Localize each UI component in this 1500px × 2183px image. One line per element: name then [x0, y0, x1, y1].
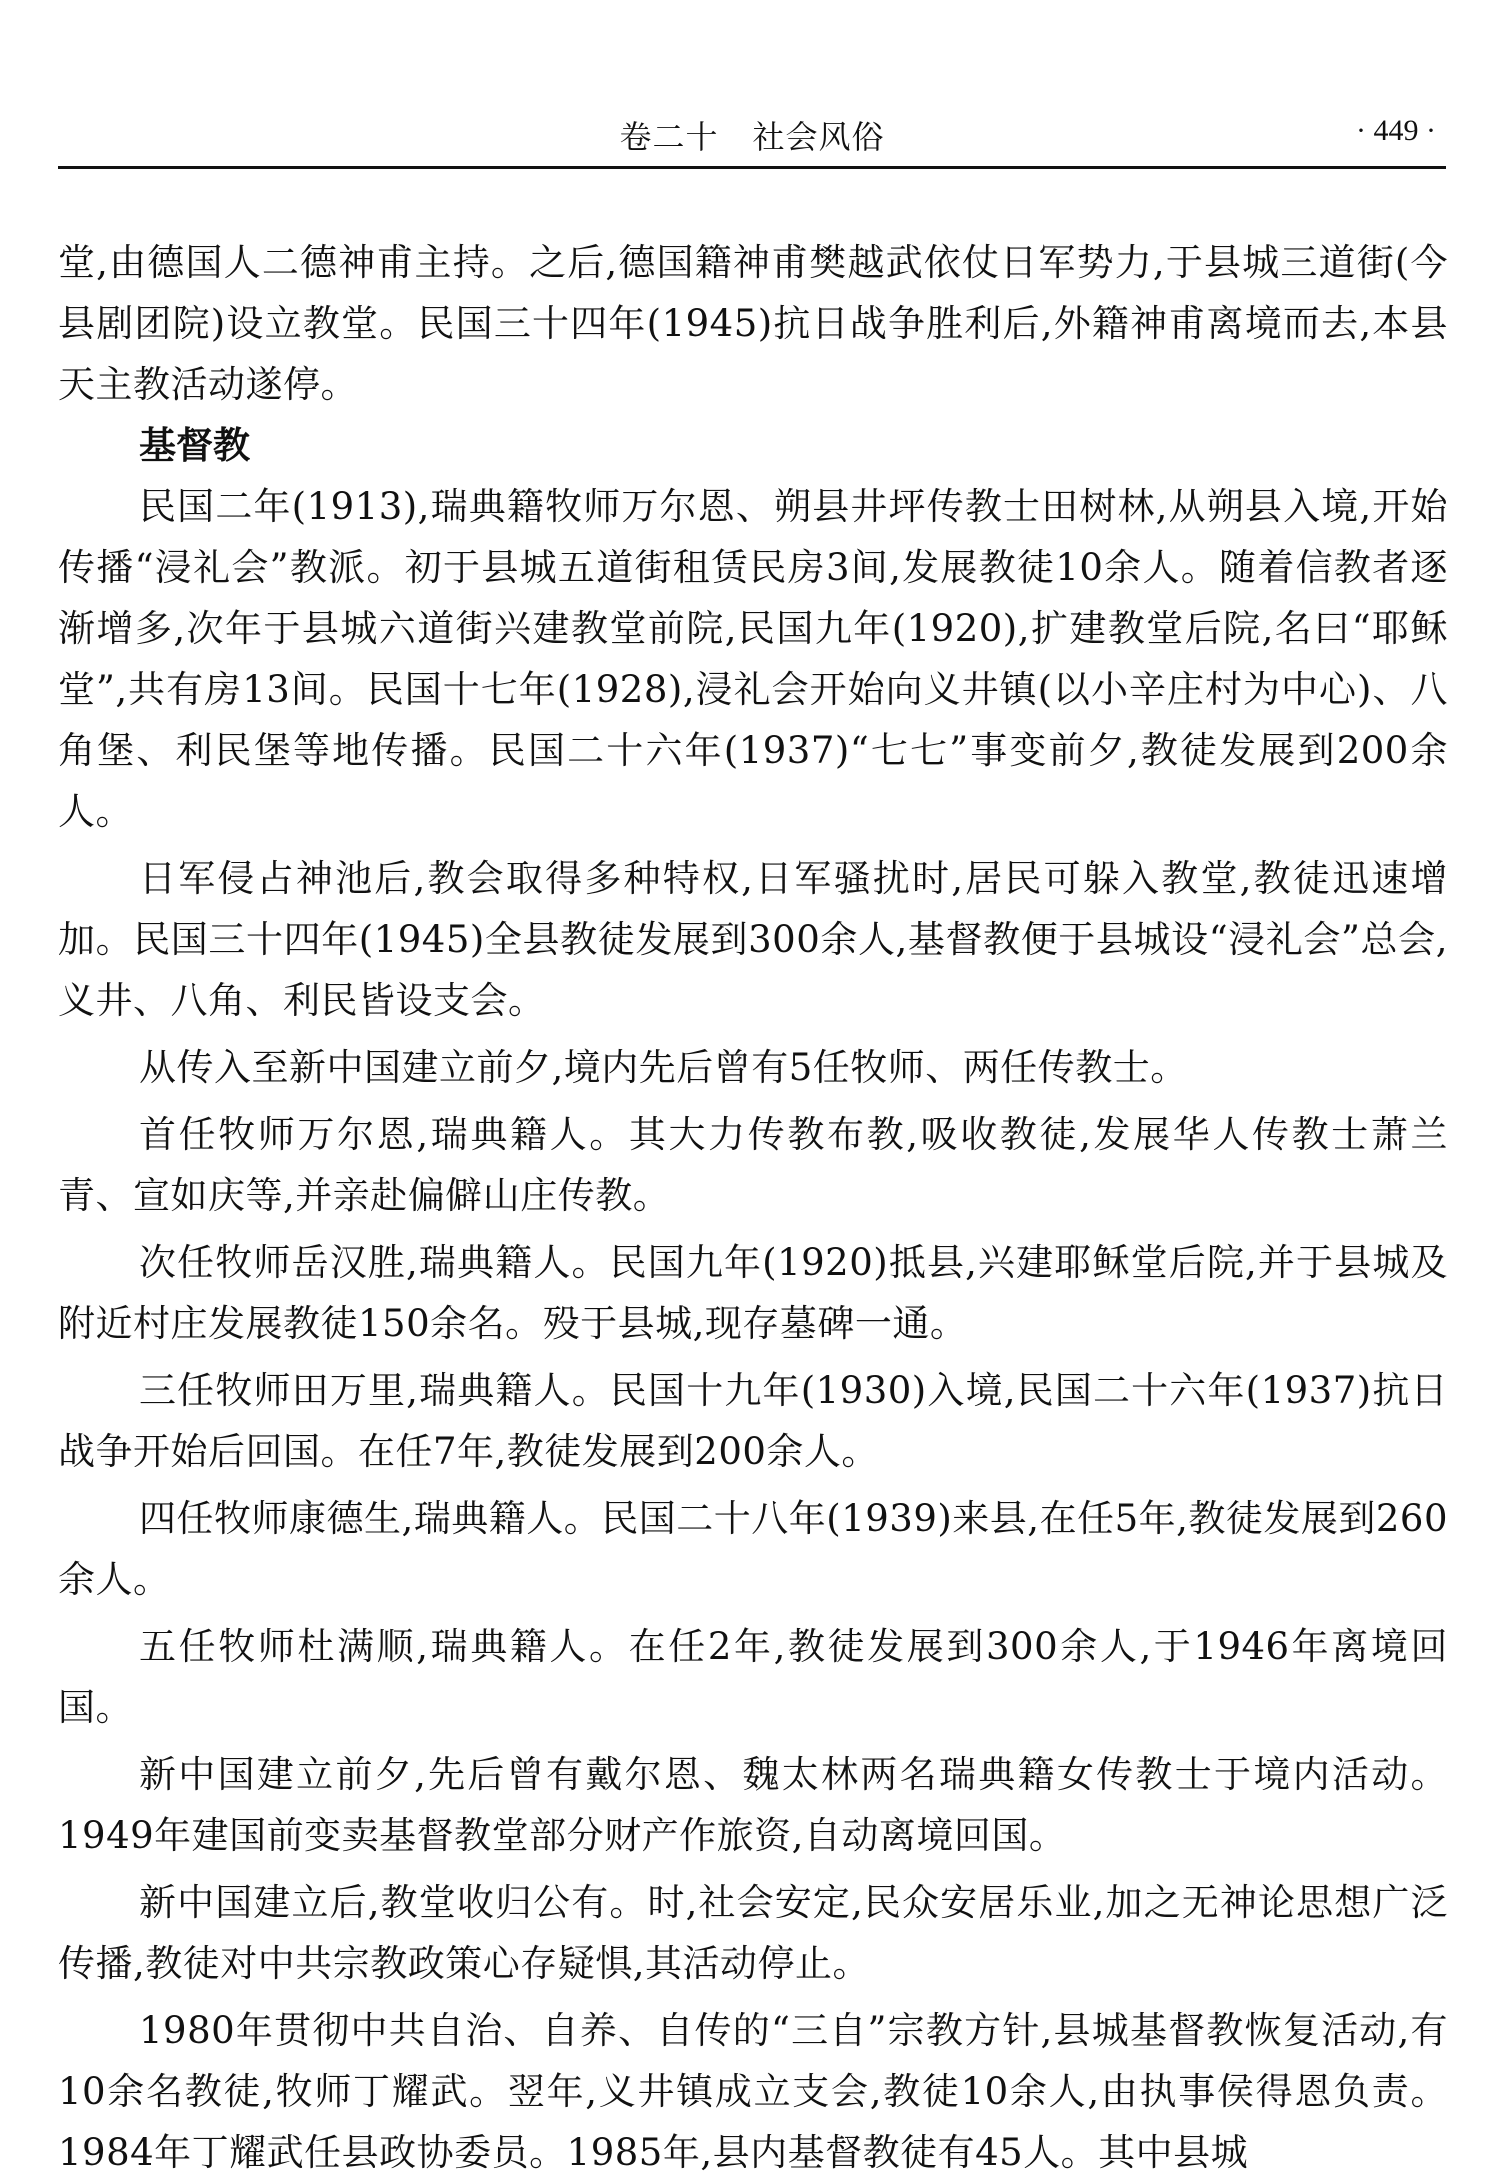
paragraph-continued: 堂,由德国人二德神甫主持。之后,德国籍神甫樊越武依仗日军势力,于县城三道街(今县剧团院)设立教堂。民国三十四年(1945)抗日战争胜利后,外籍神甫离境而去,本县天主教活动遂停。	[58, 241, 1448, 406]
page-header	[58, 112, 1446, 168]
paragraph: 从传入至新中国建立前夕,境内先后曾有5任牧师、两任传教士。	[139, 1046, 1188, 1089]
paragraph: 首任牧师万尔恩,瑞典籍人。其大力传教布教,吸收教徒,发展华人传教士萧兰青、宣如庆等,并亲赴偏僻山庄传教。	[58, 1113, 1448, 1217]
section-label: 社会风俗	[752, 118, 885, 156]
volume-label: 卷二十	[619, 118, 719, 156]
paragraph: 次任牧师岳汉胜,瑞典籍人。民国九年(1920)抵县,兴建耶稣堂后院,并于县城及附近村庄发展教徒150余名。殁于县城,现存墓碑一通。	[58, 1241, 1448, 1345]
paragraph: 民国二年(1913),瑞典籍牧师万尔恩、朔县井坪传教士田树林,从朔县入境,开始传播“浸礼会”教派。初于县城五道街租赁民房3间,发展教徒10余人。随着信教者逐渐增多,次年于县城六道街兴建教堂前院,民国九年(1920),扩建教堂后院,名曰“耶稣堂”,共有房13间。民国十七年(1928),浸礼会开始向义井镇(以小辛庄村为中心)、八角堡、利民堡等地传播。民国二十六年(1937)“七七”事变前夕,教徒发展到200余人。	[58, 485, 1448, 833]
paragraph: 日军侵占神池后,教会取得多种特权,日军骚扰时,居民可躲入教堂,教徒迅速增加。民国三十四年(1945)全县教徒发展到300余人,基督教便于县城设“浸礼会”总会,义井、八角、利民皆设支会。	[58, 857, 1448, 1022]
page-number: · 449 ·	[1356, 114, 1436, 147]
paragraph: 五任牧师杜满顺,瑞典籍人。在任2年,教徒发展到300余人,于1946年离境回国。	[58, 1625, 1448, 1729]
section-heading: 基督教	[139, 423, 250, 467]
paragraph: 新中国建立前夕,先后曾有戴尔恩、魏太林两名瑞典籍女传教士于境内活动。1949年建国前变卖基督教堂部分财产作旅资,自动离境回国。	[58, 1753, 1448, 1857]
header-rule	[58, 166, 1446, 169]
paragraph: 新中国建立后,教堂收归公有。时,社会安定,民众安居乐业,加之无神论思想广泛传播,教徒对中共宗教政策心存疑惧,其活动停止。	[58, 1881, 1448, 1985]
paragraph: 1980年贯彻中共自治、自养、自传的“三自”宗教方针,县城基督教恢复活动,有10余名教徒,牧师丁耀武。翌年,义井镇成立支会,教徒10余人,由执事侯得恩负责。1984年丁耀武任县政协委员。1985年,县内基督教徒有45人。其中县城	[58, 2009, 1448, 2174]
paragraph: 三任牧师田万里,瑞典籍人。民国十九年(1930)入境,民国二十六年(1937)抗日战争开始后回国。在任7年,教徒发展到200余人。	[58, 1369, 1448, 1473]
running-title	[58, 112, 1446, 158]
paragraph: 四任牧师康德生,瑞典籍人。民国二十八年(1939)来县,在任5年,教徒发展到260余人。	[58, 1497, 1448, 1601]
body-text	[58, 232, 1448, 2183]
